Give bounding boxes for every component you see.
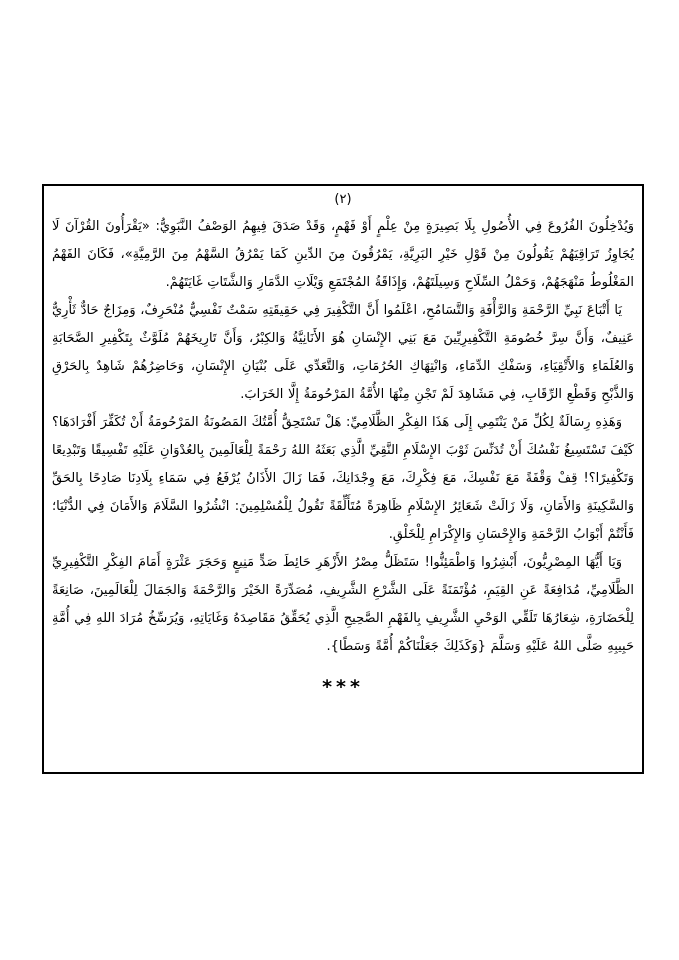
page-number: (٢) — [334, 192, 352, 207]
paragraph-address-to-followers: يَا أَتْبَاعَ نَبِيِّ الرَّحْمَةِ وَالرَّأْفَةِ وَالتَّسَامُحِ، اعْلَمُوا أَنَّ التَّكْفِيرَ فِي حَقِيقَتِهِ سَمْتٌ نَفْسِيٌّ مُنْحَرِفٌ، وَمِزَاجٌ حَادٌّ ثَأْرِيٌّ عَنِيفٌ، وَأَنَّ سِرَّ خُصُومَةِ التَّكْفِيرِيِّينَ مَعَ بَنِي الإِنْسَانِ هُوَ الأَنَانِيَّةُ وَالكِبْرُ، وَأَنَّ تَارِيخَهُمْ مُلَوَّثٌ بِتَكْفِيرِ الصَّحَابَةِ وَالعُلَمَاءِ وَالأَتْقِيَاءِ، وَسَفْكِ الدِّمَاءِ، وَانْتِهَاكِ الحُرُمَاتِ، وَالتَّعَدِّي عَلَى بُنْيَانِ الإِنْسَانِ، وَحَاضِرُهُمْ شَاهِدٌ بِالحَرْقِ وَالذَّبْحِ وَقَطْعِ الرِّقَابِ، فِي مَشَاهِدَ لَمْ تَجْنِ مِنْهَا الأُمَّةُ المَرْحُومَةُ إِلَّا الخَرَابَ. — [52, 303, 634, 402]
document-body — [52, 213, 634, 661]
paragraph-message-to-extremists: وَهَذِهِ رِسَالَةٌ لِكُلِّ مَنْ يَنْتَمِي إِلَى هَذَا الفِكْرِ الظَّلَامِيِّ: هَلْ تَسْتَحِقُّ أُمَّتُكَ المَصُونَةُ المَرْحُومَةُ أَنْ تُكَفِّرَ أَفْرَادَهَا؟ كَيْفَ تَسْتَسِيغُ نَفْسُكَ أَنْ تُدَنِّسَ ثَوْبَ الإِسْلَامِ النَّقِيِّ الَّذِي بَعَثَهُ اللهُ رَحْمَةً لِلْعَالَمِينَ بِالعُدْوَانِ عَلَيْهِ تَفْسِيقًا وَتَبْدِيعًا وَتَكْفِيرًا؟! قِفْ وَقْفَةً مَعَ نَفْسِكَ، مَعَ فِكْرِكَ، مَعَ وِجْدَانِكَ، فَمَا زَالَ الأَذَانُ يُرْفَعُ فِي سَمَاءِ بِلَادِنَا صَادِحًا بِالحَقِّ وَالسَّكِينَةِ وَالأَمَانِ، وَلَا زَالَتْ شَعَائِرُ الإِسْلَامِ ظَاهِرَةً مُتَأَلِّقَةً تَقُولُ لِلْمُسْلِمِينَ: انْشُرُوا السَّلَامَ وَالأَمَانَ فِي الدُّنْيَا؛ فَأَنْتُمْ أَبْوَابُ الرَّحْمَةِ وَالإِحْسَانِ وَالإِكْرَامِ لِلْخَلْقِ. — [52, 415, 634, 542]
asterisk-divider-glyphs: *** — [322, 676, 364, 698]
document-page-frame — [42, 184, 644, 774]
asterisk-divider — [52, 673, 634, 698]
paragraph-continuation-hadith: وَيُدْخِلُونَ الفُرُوعَ فِي الأُصُولِ بِلَا بَصِيرَةٍ مِنْ عِلْمٍ أَوْ فَهْمٍ، وَقَدْ صَدَقَ فِيهِمُ الوَصْفُ النَّبَوِيُّ: «يَقْرَأُونَ القُرْآنَ لَا يُجَاوِزُ تَرَاقِيَهُمْ يَقُولُونَ مِنْ قَوْلِ خَيْرِ البَرِيَّةِ، يَمْرُقُونَ مِنَ الدِّينِ كَمَا يَمْرُقُ السَّهْمُ مِنَ الرَّمِيَّةِ»، فَكَانَ الفَهْمُ المَغْلُوطُ مَنْهَجَهُمْ، وَحَمْلُ السِّلَاحِ وَسِيلَتَهُمْ، وَإِذَاقَةُ المُجْتَمَعِ وَيْلَاتِ الدَّمَارِ وَالشَّتَاتِ غَايَتَهُمْ. — [52, 219, 634, 290]
paragraph-address-to-egyptians: وَيَا أَيُّهَا المِصْرِيُّونَ، أَبْشِرُوا وَاطْمَئِنُّوا! سَتَظَلُّ مِصْرُ الأَزْهَرِ حَائِطَ صَدٍّ مَنِيعٍ وَحَجَرَ عَثْرَةٍ أَمَامَ الفِكْرِ التَّكْفِيرِيِّ الظَّلَامِيِّ، مُدَافِعَةً عَنِ القِيَمِ، مُؤْتَمَنَةً عَلَى الشَّرْعِ الشَّرِيفِ، مُصَدِّرَةً الخَيْرَ وَالرَّحْمَةَ وَالجَمَالَ لِلْعَالَمِينَ، صَانِعَةً لِلْحَضَارَةِ، شِعَارُهَا تَلَقِّي الوَحْيِ الشَّرِيفِ بِالفَهْمِ الصَّحِيحِ الَّذِي يُحَقِّقُ مَقَاصِدَهُ وَغَايَاتِهِ، وَيُرَسِّخُ مُرَادَ اللهِ فِي أُمَّةِ حَبِيبِهِ صَلَّى اللهُ عَلَيْهِ وَسَلَّمَ {وَكَذَلِكَ جَعَلْنَاكُمْ أُمَّةً وَسَطًا}. — [52, 555, 634, 654]
